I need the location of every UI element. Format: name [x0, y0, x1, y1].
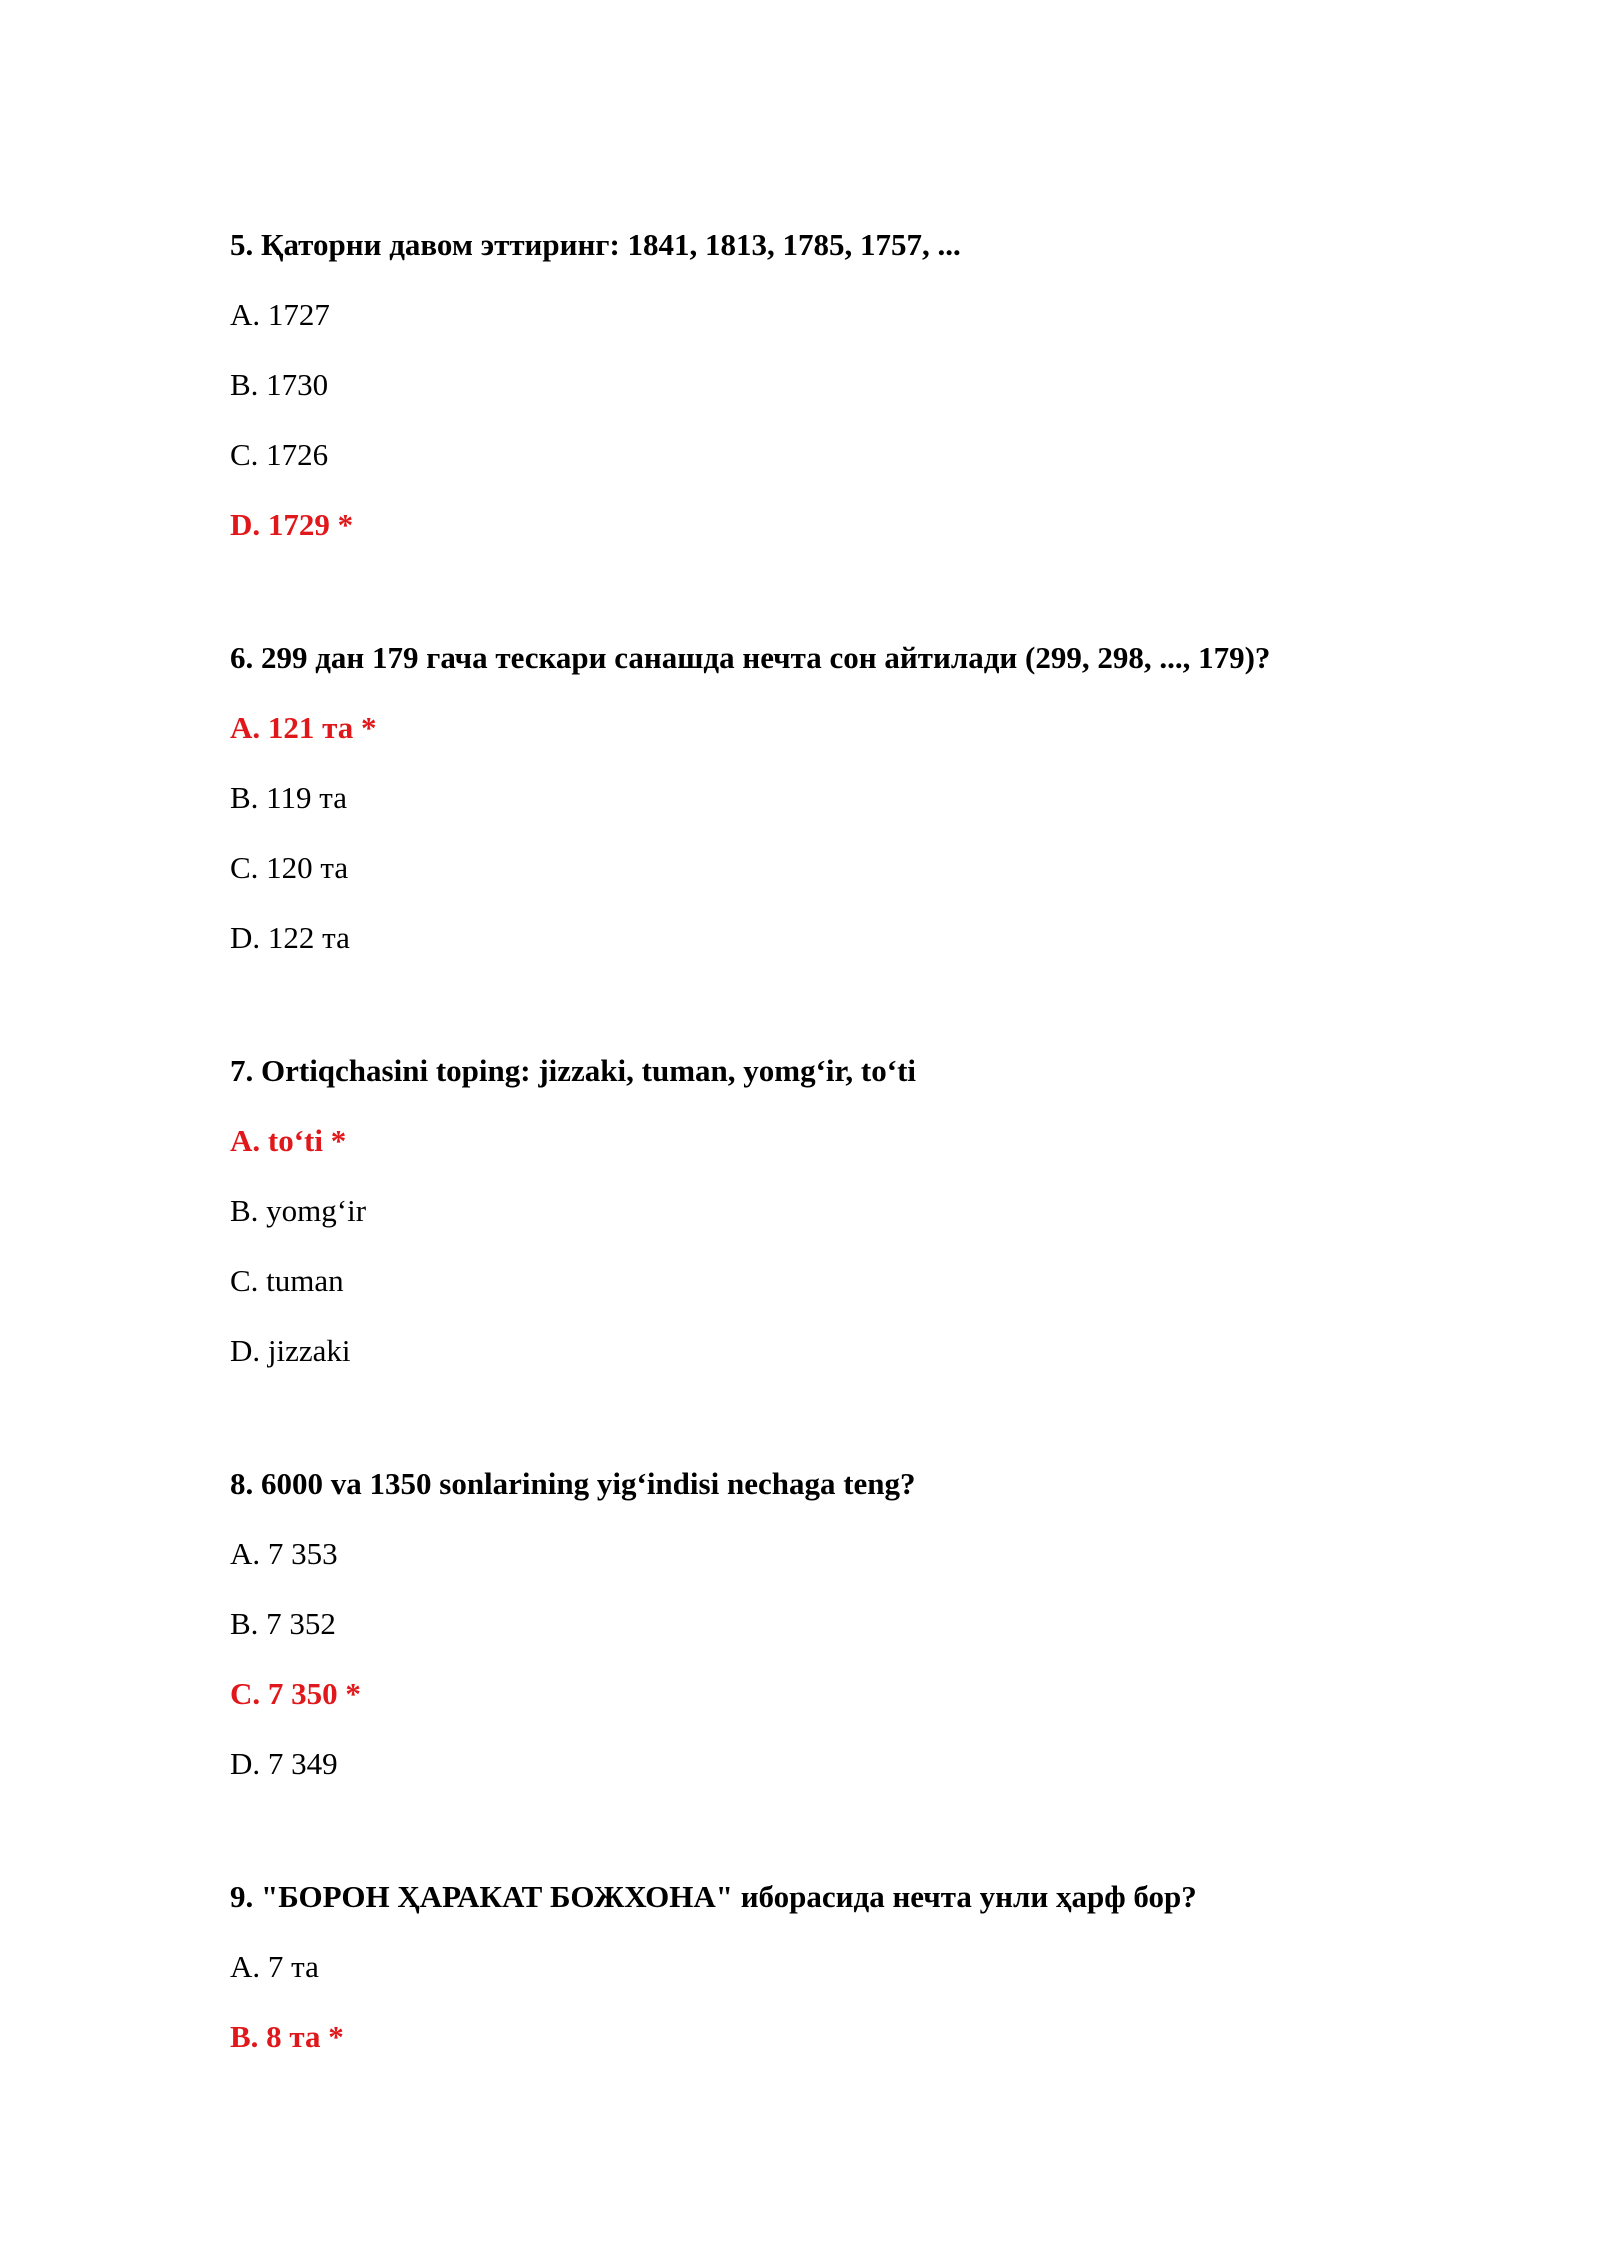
option-b: B. 1730	[230, 367, 329, 402]
option-a: A. 7 та	[230, 1949, 319, 1984]
option-c: C. tuman	[230, 1263, 344, 1298]
question-text: 6. 299 дан 179 гача тескари санашда нечта сон айтилади (299, 298, ..., 179)?	[230, 640, 1271, 675]
question-text: 5. Қаторни давом эттиринг: 1841, 1813, 1785, 1757, ...	[230, 227, 961, 262]
question-text: 8. 6000 va 1350 sonlarining yig‘indisi nechaga teng?	[230, 1466, 916, 1501]
option-b: B. 7 352	[230, 1606, 336, 1641]
option-b-correct: B. 8 та *	[230, 2019, 344, 2054]
question-6	[230, 631, 1430, 965]
option-b: B. yomg‘ir	[230, 1193, 367, 1228]
option-c: C. 1726	[230, 437, 329, 472]
option-d: D. 7 349	[230, 1746, 338, 1781]
document-page	[230, 218, 1430, 2080]
option-b: B. 119 та	[230, 780, 347, 815]
option-a: A. 1727	[230, 297, 330, 332]
question-text: 7. Ortiqchasini toping: jizzaki, tuman, yomg‘ir, to‘ti	[230, 1053, 917, 1088]
question-9	[230, 1870, 1430, 2064]
option-d-correct: D. 1729 *	[230, 507, 354, 542]
option-a: A. 7 353	[230, 1536, 338, 1571]
question-text: 9. "БОРОН ҲАРАКАТ БОЖХОНА" иборасида нечта унли ҳарф бор?	[230, 1879, 1197, 1914]
option-c-correct: C. 7 350 *	[230, 1676, 361, 1711]
option-c: C. 120 та	[230, 850, 349, 885]
option-d: D. jizzaki	[230, 1333, 351, 1368]
question-7	[230, 1044, 1430, 1378]
question-5	[230, 218, 1430, 552]
option-d: D. 122 та	[230, 920, 350, 955]
question-8	[230, 1457, 1430, 1791]
option-a-correct: A. to‘ti *	[230, 1123, 347, 1158]
option-a-correct: A. 121 та *	[230, 710, 377, 745]
